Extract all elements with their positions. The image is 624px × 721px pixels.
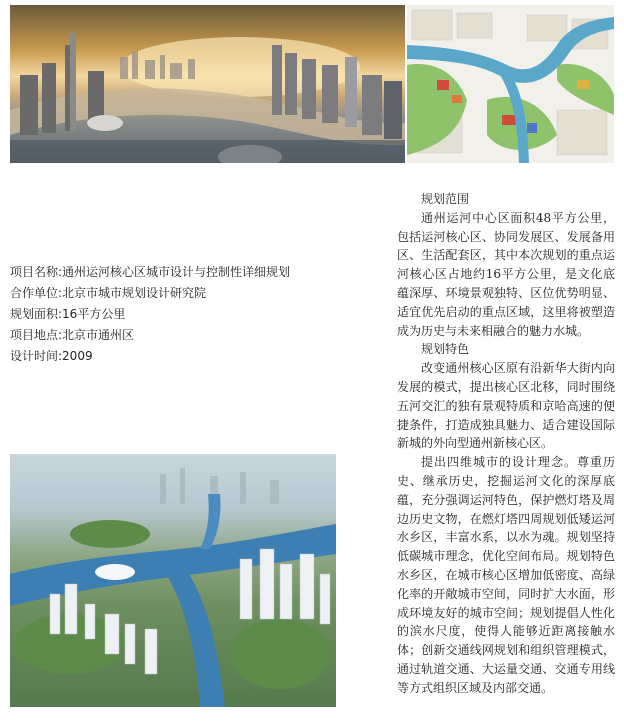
- heading-planning-scope: 规划范围: [421, 192, 470, 206]
- location-value: 北京市通州区: [62, 328, 135, 342]
- project-info: [10, 262, 290, 367]
- project-name-value: 通州运河核心区城市设计与控制性详细规划: [62, 265, 291, 279]
- location-label: 项目地点:: [10, 328, 63, 342]
- paragraph-features-2: 提出四维城市的设计理念。尊重历史、继承历史，挖掘运河文化的深厚底蕴，充分强调运河特色，保护燃灯塔及周边历史文物，在燃灯塔四周规划低矮运河水乡区，丰富水系，以水为魂。规划坚持低碳城市理念，优化空间布局。规划特色水乡区，在城市核心区增加低密度、高绿化率的开敞城市空间，同时扩大水面，形成环境友好的城市空间；规划提倡人性化的滨水尺度，使得人能够近距离接触水体；创新交通线网规划和组织管理模式，通过轨道交通、大运量交通、交通专用线等方式组织区域及内部交通。: [397, 455, 615, 695]
- location-row: [10, 325, 290, 346]
- project-name-row: [10, 262, 290, 283]
- paragraph-planning-scope: 通州运河中心区面积48平方公里，包括运河核心区、协同发展区、发展备用区、生活配套区，其中本次规划的重点运河核心区占地约16平方公里，是文化底蕴深厚、环境景观独特、区位优势明显、适宜优先启动的重点区域，这里将被塑造成为历史与未来相融合的魅力水城。: [397, 210, 615, 338]
- area-row: [10, 304, 290, 325]
- skyline-rendering-image: [10, 5, 405, 163]
- design-time-value: 2009: [62, 349, 93, 363]
- master-plan-map-image: [407, 5, 614, 163]
- partner-value: 北京市城市规划设计研究院: [62, 286, 207, 300]
- heading-planning-features: 规划特色: [421, 342, 470, 357]
- area-value: 16平方公里: [62, 307, 126, 321]
- project-name-label: 项目名称:: [10, 265, 63, 279]
- article: [397, 190, 615, 698]
- design-time-label: 设计时间:: [10, 349, 63, 363]
- paragraph-features-1: 改变通州核心区原有沿新华大街内向发展的模式，提出核心区北移，同时围绕五河交汇的独有景观特质和京哈高速的便捷条件，打造成独具魅力、适合建设国际新城的外向型通州新核心区。: [397, 361, 615, 451]
- partner-row: [10, 283, 290, 304]
- design-time-row: [10, 346, 290, 367]
- aerial-rendering-image: [10, 454, 336, 707]
- area-label: 规划面积:: [10, 307, 63, 321]
- partner-label: 合作单位:: [10, 286, 63, 300]
